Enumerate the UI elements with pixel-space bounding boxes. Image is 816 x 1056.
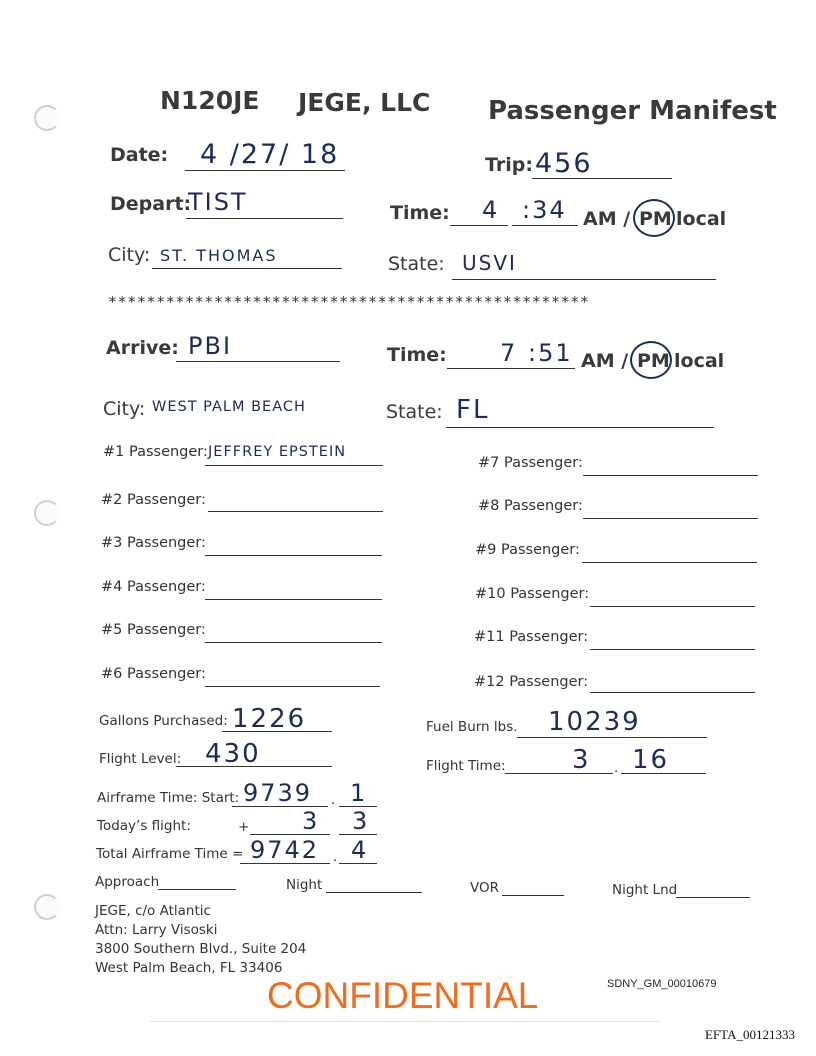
depart-code[interactable]: TIST — [188, 188, 248, 216]
night-line — [326, 892, 422, 893]
fuel-burn-line — [517, 737, 707, 738]
total-whole[interactable]: 9742 — [250, 836, 320, 864]
flight-time-dot: . — [614, 760, 619, 776]
passenger-11-line — [590, 649, 755, 650]
bates-number: SDNY_GM_00010679 — [607, 978, 717, 990]
address-line-1: JEGE, c/o Atlantic — [95, 903, 211, 919]
depart-state[interactable]: USVI — [462, 251, 517, 275]
depart-hour[interactable]: 4 — [482, 196, 500, 224]
depart-label: Depart: — [110, 193, 192, 215]
passenger-2-line — [208, 511, 383, 512]
total-tenth-line — [339, 863, 377, 864]
trip-line — [532, 178, 672, 179]
total-whole-line — [240, 863, 330, 864]
arrive-time-label: Time: — [387, 344, 447, 366]
depart-pm-circle — [633, 199, 675, 237]
passenger-3-label: #3 Passenger: — [101, 535, 206, 551]
passenger-11-label: #11 Passenger: — [474, 629, 589, 645]
arrive-code[interactable]: PBI — [188, 332, 233, 360]
passenger-1-name[interactable]: JEFFREY EPSTEIN — [208, 444, 347, 460]
passenger-7-line — [583, 475, 758, 476]
passenger-7-label: #7 Passenger: — [478, 455, 583, 471]
flight-level-line — [176, 766, 332, 767]
night-lnd-line — [676, 897, 750, 898]
approach-line — [158, 889, 236, 890]
gallons-line — [222, 731, 332, 732]
address-line-3: 3800 Southern Blvd., Suite 204 — [95, 941, 307, 957]
depart-city-line — [152, 268, 342, 269]
passenger-12-line — [590, 692, 755, 693]
address-line-2: Attn: Larry Visoski — [95, 922, 218, 938]
depart-city[interactable]: ST. THOMAS — [160, 246, 278, 265]
gallons-label: Gallons Purchased: — [99, 713, 228, 729]
depart-state-line — [452, 279, 716, 280]
passenger-6-line — [205, 686, 380, 687]
passenger-9-line — [582, 562, 757, 563]
todays-tenth-line — [339, 834, 377, 835]
flight-time-hours-line — [505, 773, 613, 774]
passenger-6-label: #6 Passenger: — [101, 666, 206, 682]
flight-level-value[interactable]: 430 — [205, 739, 261, 769]
page-title: Passenger Manifest — [488, 96, 777, 126]
punch-hole-middle — [34, 500, 60, 526]
passenger-2-label: #2 Passenger: — [101, 492, 206, 508]
tail-number: N120JE — [160, 86, 260, 115]
airframe-start-dot: . — [331, 792, 336, 808]
flight-level-label: Flight Level: — [99, 751, 182, 767]
separator: ************************************************** — [108, 293, 590, 311]
passenger-3-line — [205, 555, 382, 556]
depart-state-label: State: — [388, 253, 445, 275]
total-dot: . — [333, 849, 338, 865]
passenger-1-label: #1 Passenger: — [103, 444, 208, 460]
arrive-am-label: AM / — [581, 350, 629, 372]
depart-am-label: AM / — [583, 208, 631, 230]
passenger-4-line — [205, 599, 382, 600]
passenger-12-label: #12 Passenger: — [474, 674, 589, 690]
depart-time-label: Time: — [390, 202, 450, 224]
todays-flight-plus: + — [238, 819, 250, 835]
arrive-local-label: local — [674, 350, 725, 372]
arrive-line — [176, 361, 340, 362]
fuel-burn-label: Fuel Burn lbs. — [426, 719, 518, 735]
night-lnd-label: Night Lnd — [612, 882, 678, 898]
depart-local-label: local — [676, 208, 727, 230]
arrive-hour-line — [447, 368, 505, 369]
date-value[interactable]: 4 /27/ 18 — [200, 139, 340, 170]
todays-tenth[interactable]: 3 — [352, 807, 370, 835]
flight-time-label: Flight Time: — [426, 758, 506, 774]
arrive-city[interactable]: WEST PALM BEACH — [152, 399, 306, 415]
todays-flight-label: Today’s flight: — [97, 818, 191, 834]
approach-label: Approach — [95, 874, 160, 890]
passenger-5-line — [205, 642, 382, 643]
passenger-4-label: #4 Passenger: — [101, 579, 206, 595]
date-label: Date: — [110, 144, 169, 166]
depart-minute-line — [512, 225, 578, 226]
arrive-pm-circle — [630, 341, 672, 379]
efta-number: EFTA_00121333 — [705, 1027, 795, 1042]
date-line — [185, 170, 345, 171]
fuel-burn-value[interactable]: 10239 — [548, 707, 641, 737]
airframe-start-tenth[interactable]: 1 — [350, 779, 368, 807]
todays-whole-line — [250, 834, 330, 835]
address-line-4: West Palm Beach, FL 33406 — [95, 960, 283, 976]
arrive-state-line — [446, 427, 714, 428]
depart-hour-line — [450, 225, 508, 226]
passenger-8-line — [583, 518, 758, 519]
flight-time-hours[interactable]: 3 — [572, 745, 591, 775]
depart-minute[interactable]: :34 — [522, 196, 567, 224]
trip-value[interactable]: 456 — [535, 148, 593, 179]
depart-line — [186, 218, 343, 219]
arrive-minute-line — [505, 368, 575, 369]
arrive-minute[interactable]: :51 — [528, 339, 573, 367]
flight-time-minutes[interactable]: 16 — [632, 745, 670, 775]
airframe-start-whole[interactable]: 9739 — [243, 779, 313, 807]
bottom-scan-edge — [150, 1021, 660, 1022]
arrive-state[interactable]: FL — [456, 395, 490, 425]
punch-hole-bottom — [34, 894, 60, 920]
passenger-5-label: #5 Passenger: — [101, 622, 206, 638]
company-name: JEGE, LLC — [298, 88, 431, 117]
passenger-10-label: #10 Passenger: — [475, 586, 590, 602]
punch-hole-top — [34, 105, 60, 131]
passenger-1-line — [205, 465, 383, 466]
night-label: Night — [286, 877, 323, 893]
arrive-label: Arrive: — [106, 337, 179, 359]
airframe-start-label: Airframe Time: Start: — [97, 790, 240, 806]
depart-city-label: City: — [108, 244, 151, 266]
total-airframe-label: Total Airframe Time = — [96, 846, 244, 862]
passenger-9-label: #9 Passenger: — [475, 542, 580, 558]
todays-whole[interactable]: 3 — [302, 807, 320, 835]
arrive-hour[interactable]: 7 — [500, 339, 518, 367]
vor-label: VOR — [470, 880, 500, 896]
arrive-city-label: City: — [103, 398, 146, 420]
gallons-value[interactable]: 1226 — [232, 704, 307, 734]
passenger-10-line — [590, 606, 755, 607]
confidential-stamp: CONFIDENTIAL — [267, 975, 539, 1016]
passenger-8-label: #8 Passenger: — [478, 498, 583, 514]
total-tenth[interactable]: 4 — [351, 836, 369, 864]
flight-time-minutes-line — [621, 773, 706, 774]
arrive-state-label: State: — [386, 401, 443, 423]
vor-line — [502, 895, 564, 896]
trip-label: Trip: — [485, 154, 533, 176]
depart-pm-label: PM — [639, 208, 672, 230]
arrive-pm-label: PM — [637, 350, 670, 372]
